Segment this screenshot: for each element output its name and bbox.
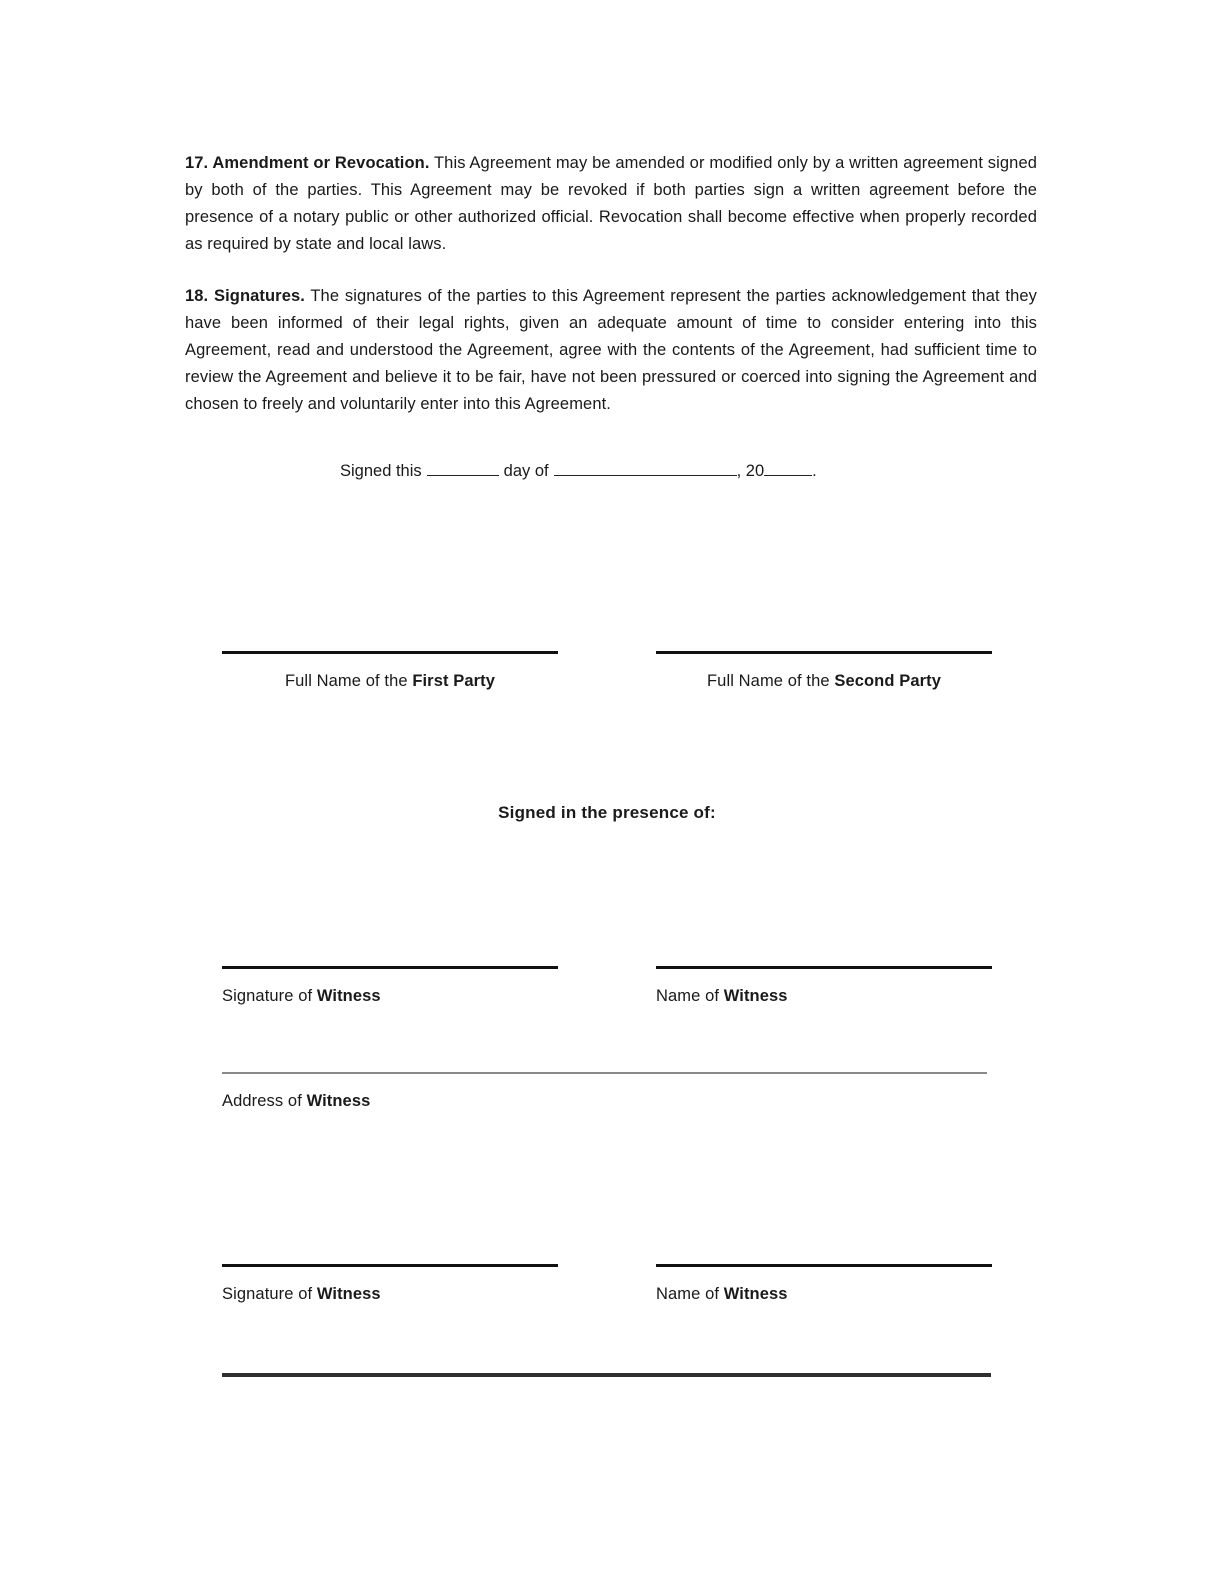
witness-2-signature-label-bold: Witness bbox=[316, 1285, 381, 1303]
first-party-signature-line bbox=[222, 651, 558, 654]
witness-2-name-line bbox=[656, 1264, 992, 1267]
day-of-text: day of bbox=[503, 462, 549, 480]
witness-address-label-prefix: Address of bbox=[222, 1092, 307, 1110]
signed-this-text: Signed this bbox=[340, 462, 422, 480]
witness-2-signature-line bbox=[222, 1264, 558, 1267]
witness-1-name-label bbox=[656, 985, 992, 1007]
year-prefix-text: , 20 bbox=[736, 462, 765, 480]
witness-2-name-label-bold: Witness bbox=[723, 1285, 788, 1303]
section-18-paragraph bbox=[185, 283, 1037, 418]
witness-2-name-block bbox=[656, 1264, 992, 1305]
second-party-signature-label bbox=[656, 670, 992, 692]
witness-1-signature-label-prefix: Signature of bbox=[222, 987, 317, 1005]
party-signature-row bbox=[222, 651, 992, 692]
first-party-signature-block bbox=[222, 651, 558, 692]
section-17-paragraph bbox=[185, 150, 1037, 258]
witness-address-line bbox=[222, 1072, 987, 1074]
witness-address-label bbox=[222, 1090, 987, 1112]
section-18-body: The signatures of the parties to this Agreement represent the parties acknowledgement that they have been informed of their legal rights, given an adequate amount of time to consider entering into this Agreement, read and understood the Agreement, agree with the contents of the Agreement, had sufficient time to review the Agreement and believe it to be fair, have not been pressured or coerced into signing the Agreement and chosen to freely and voluntarily enter into this Agreement. bbox=[185, 287, 1037, 413]
first-party-label-bold: First Party bbox=[412, 672, 496, 690]
witness-1-row bbox=[222, 966, 992, 1007]
witness-2-signature-label-prefix: Signature of bbox=[222, 1285, 317, 1303]
witness-address-label-bold: Witness bbox=[306, 1092, 371, 1110]
witness-2-row bbox=[222, 1264, 992, 1305]
period-text: . bbox=[812, 462, 817, 480]
section-17-body: This Agreement may be amended or modified only by a written agreement signed by both of the parties. This Agreement may be revoked if both parties sign a written agreement before the presence of a notary public or other authorized official. Revocation shall become effective when properly recorded as required by state and local laws. bbox=[185, 154, 1037, 253]
witness-2-signature-block bbox=[222, 1264, 558, 1305]
witness-1-signature-line bbox=[222, 966, 558, 969]
second-party-label-prefix: Full Name of the bbox=[707, 672, 835, 690]
signed-date-line bbox=[185, 458, 1037, 485]
first-party-signature-label bbox=[222, 670, 558, 692]
witness-2-signature-label bbox=[222, 1283, 558, 1305]
witness-1-name-line bbox=[656, 966, 992, 969]
witness-1-name-label-prefix: Name of bbox=[656, 987, 724, 1005]
witness-1-signature-label bbox=[222, 985, 558, 1007]
day-blank-field bbox=[427, 461, 499, 476]
witness-2-name-label bbox=[656, 1283, 992, 1305]
witness-1-signature-label-bold: Witness bbox=[316, 987, 381, 1005]
witness-2-name-label-prefix: Name of bbox=[656, 1285, 724, 1303]
month-blank-field bbox=[554, 461, 737, 476]
second-party-signature-line bbox=[656, 651, 992, 654]
section-17-heading: 17. Amendment or Revocation. bbox=[185, 154, 430, 172]
year-blank-field bbox=[764, 461, 812, 476]
witness-1-name-label-bold: Witness bbox=[723, 987, 788, 1005]
first-party-label-prefix: Full Name of the bbox=[284, 672, 413, 690]
section-18-heading: 18. Signatures. bbox=[185, 287, 305, 305]
second-party-signature-block bbox=[656, 651, 992, 692]
witness-address-block bbox=[222, 1072, 987, 1112]
presence-heading: Signed in the presence of: bbox=[498, 803, 716, 822]
witness-2-address-line bbox=[222, 1373, 991, 1377]
witness-1-signature-block bbox=[222, 966, 558, 1007]
second-party-label-bold: Second Party bbox=[834, 672, 941, 690]
witness-1-name-block bbox=[656, 966, 992, 1007]
